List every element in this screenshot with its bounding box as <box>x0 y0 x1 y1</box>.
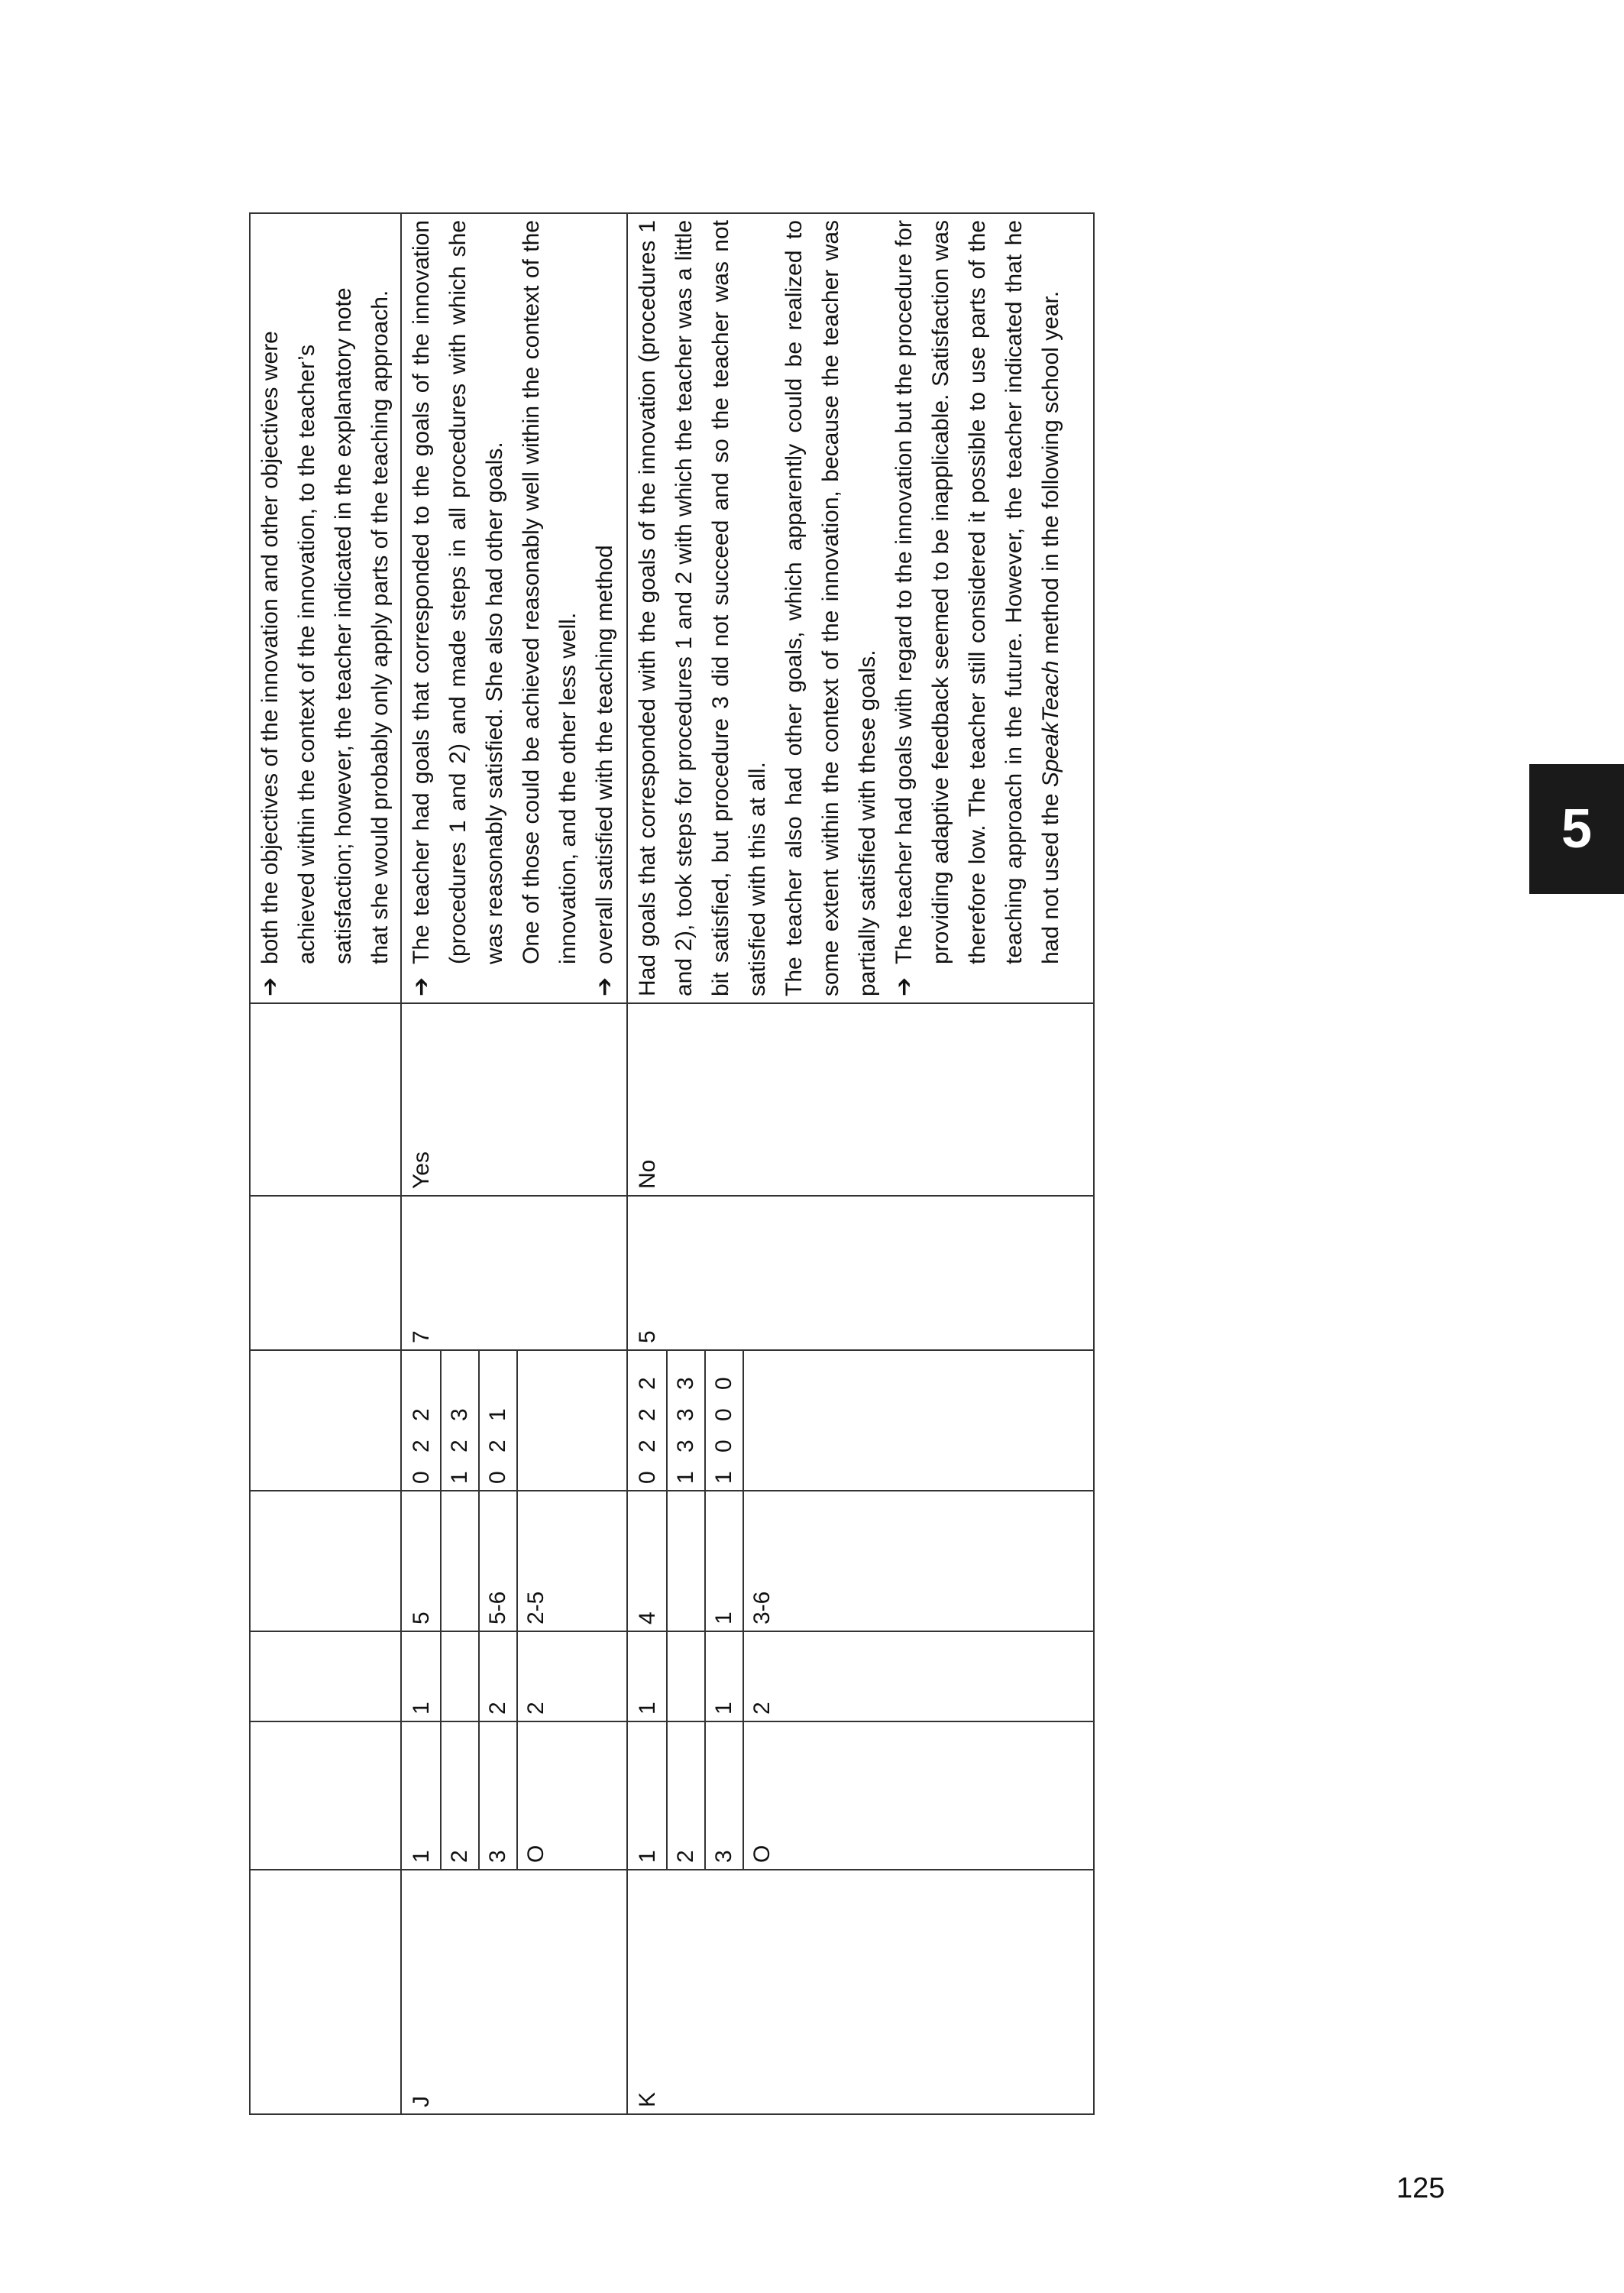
comment-paragraph: The teacher had goals with regard to the innovation but the procedure for providing adaptive feedback seemed to be inapplicable. Satisfaction was therefore low. The teacher still considered it possible to use parts of the teaching approach in the future. However, the teacher indicated that he had not used the SpeakTeach method in the following school year. <box>891 220 1063 964</box>
procedure-cell: 1 2 3 O <box>627 1721 1094 1870</box>
comment-paragraph: The teacher also had other goals, which apparently could be realized to some extent within the context of the innovation, because the teacher was partially satisfied with these goals. <box>781 220 880 996</box>
arrow-icon: ➔ <box>891 976 917 996</box>
sequence-cell: 0 2 2 1 2 3 0 2 1 <box>401 1350 627 1491</box>
comment-line: satisfaction; however, the teacher indicated in the explanatory note <box>331 287 356 964</box>
satisfied-cell: Yes <box>401 1003 627 1196</box>
range-cell: 4 1 3-6 <box>627 1491 1094 1631</box>
method-name: SpeakTeach <box>1038 660 1063 788</box>
comment-paragraph: overall satisfied with the teaching method <box>592 545 617 964</box>
page-number: 125 <box>1396 2172 1445 2204</box>
table-row-teacher-j <box>401 213 627 2114</box>
results-table <box>249 212 1095 2115</box>
chapter-number: 5 <box>1561 798 1593 860</box>
comment-line: both the objectives of the innovation and other objectives were <box>257 331 283 964</box>
total-cell: 5 <box>627 1196 1094 1350</box>
arrow-icon: ➔ <box>257 976 283 996</box>
arrow-icon: ➔ <box>592 976 617 996</box>
teacher-label: J <box>401 1870 627 2114</box>
comment-cell-k <box>627 213 1094 1003</box>
comment-paragraph: The teacher had goals that corresponded to the goals of the innovation (procedures 1 and 2) and made steps in all procedures with which she was reasonably satisfied. She also had other goals. <box>409 220 507 964</box>
table-row-teacher-k <box>627 213 1094 2114</box>
comment-line: achieved within the context of the innovation, to the teacher’s <box>294 344 319 964</box>
chapter-tab <box>1529 764 1624 894</box>
total-cell: 7 <box>401 1196 627 1350</box>
score-cell: 1 1 2 <box>627 1631 1094 1721</box>
score-cell: 1 2 2 <box>401 1631 627 1721</box>
comment-line: that she would probably only apply parts of the teaching approach. <box>367 290 393 964</box>
comment-paragraph: Had goals that corresponded with the goals of the innovation (procedures 1 and 2), took steps for procedures 1 and 2 with which the teacher was a little bit satisfied, but procedure 3 did not succeed and so the teacher was not satisfied with this at all. <box>635 220 770 996</box>
satisfied-cell: No <box>627 1003 1094 1196</box>
table-row-continued <box>250 213 401 2114</box>
comment-cell-j <box>401 213 627 1003</box>
range-cell: 5 5-6 2-5 <box>401 1491 627 1631</box>
comment-paragraph: One of those could be achieved reasonably well within the context of the innovation, and the other less well. <box>519 220 581 964</box>
comment-cell-top <box>250 213 401 1003</box>
rotated-results-table <box>249 214 1092 2115</box>
teacher-label: K <box>627 1870 1094 2114</box>
arrow-icon: ➔ <box>409 976 434 996</box>
sequence-cell: 0 2 2 2 1 3 3 3 1 0 0 0 <box>627 1350 1094 1491</box>
procedure-cell: 1 2 3 O <box>401 1721 627 1870</box>
